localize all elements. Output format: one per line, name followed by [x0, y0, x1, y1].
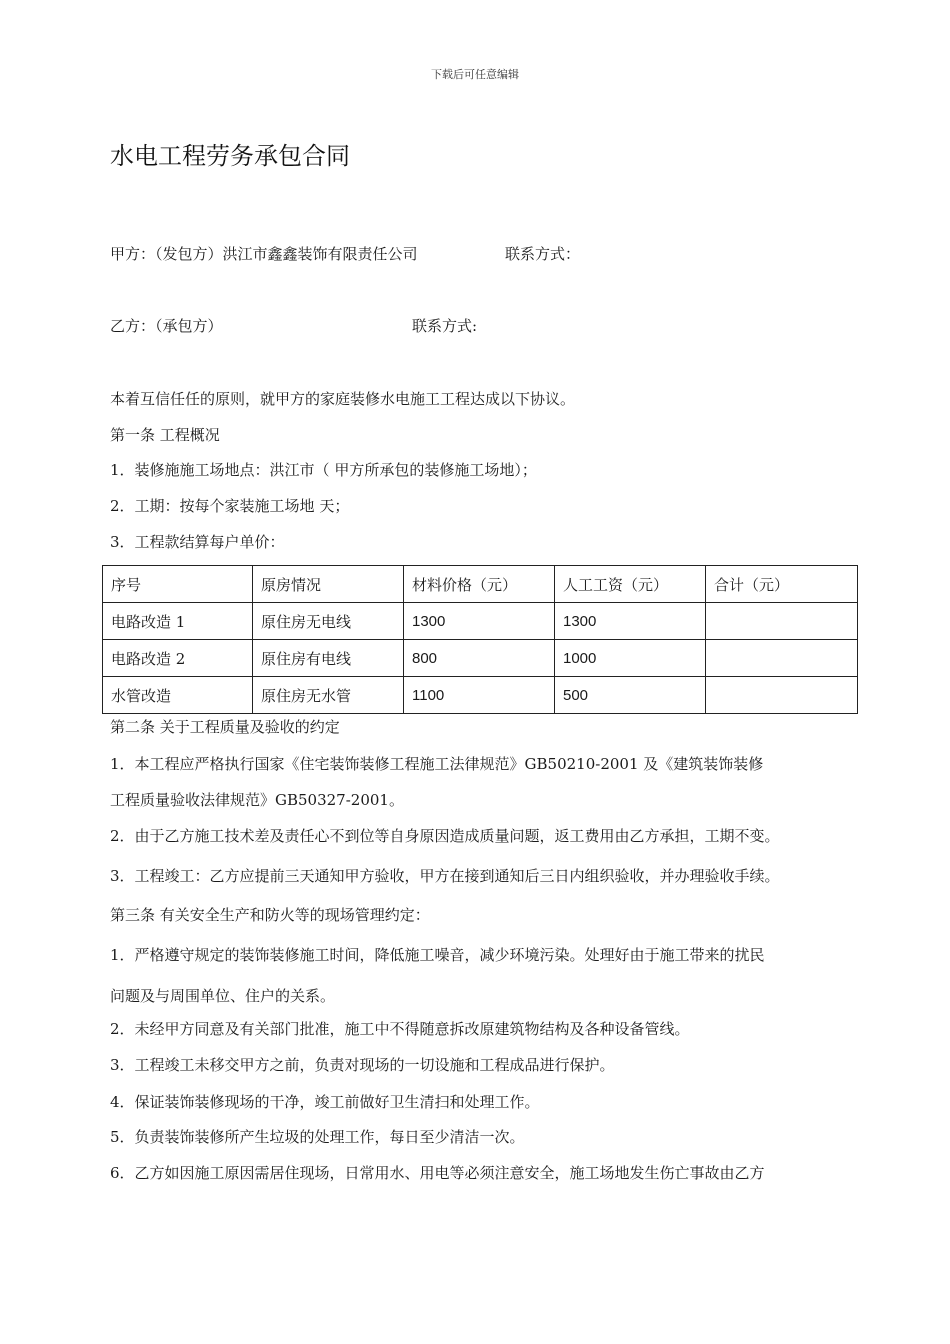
table-header-cell: 原房情况	[253, 566, 404, 603]
article3-item-1-line-1: 1．严格遵守规定的装饰装修施工时间，降低施工噪音，减少环境污染。处理好由于施工带来的扰民	[110, 946, 765, 964]
header-note: 下载后可任意编辑	[431, 68, 519, 81]
table-cell: 500	[555, 677, 706, 714]
table-cell: 1000	[555, 640, 706, 677]
table-cell	[706, 677, 858, 714]
article3-item-3: 3．工程竣工未移交甲方之前，负责对现场的一切设施和工程成品进行保护。	[110, 1056, 615, 1074]
table-cell	[706, 640, 858, 677]
table-header-row	[103, 566, 858, 603]
contract-title: 水电工程劳务承包合同	[110, 142, 350, 170]
article3-item-4: 4．保证装饰装修现场的干净，竣工前做好卫生清扫和处理工作。	[110, 1093, 540, 1111]
table-cell: 原住房无电线	[253, 603, 404, 640]
article3-item-6: 6．乙方如因施工原因需居住现场，日常用水、用电等必须注意安全，施工场地发生伤亡事故由乙方	[110, 1164, 765, 1182]
article2-item-3: 3．工程竣工：乙方应提前三天通知甲方验收，甲方在接到通知后三日内组织验收，并办理验收手续。	[110, 867, 780, 885]
table-row	[103, 677, 858, 714]
party-a-contact: 联系方式：	[505, 245, 581, 263]
article3-item-1-line-2: 问题及与周围单位、住户的关系。	[110, 987, 336, 1005]
party-b-label: 乙方：（承包方）	[110, 317, 223, 335]
intro-paragraph: 本着互信任任的原则，就甲方的家庭装修水电施工工程达成以下协议。	[110, 390, 576, 408]
table-cell: 1100	[404, 677, 555, 714]
article1-item-1: 1．装修施施工场地点：洪江市（ 甲方所承包的装修施工场地）；	[110, 461, 537, 479]
article2-item-2: 2．由于乙方施工技术差及责任心不到位等自身原因造成质量问题，返工费用由乙方承担，工期不变。	[110, 827, 780, 845]
table-cell: 水管改造	[103, 677, 253, 714]
table-row	[103, 640, 858, 677]
price-table	[102, 565, 858, 714]
party-b-contact: 联系方式:	[412, 317, 478, 335]
table-cell	[706, 603, 858, 640]
table-header-cell: 人工工资（元）	[555, 566, 706, 603]
article2-heading: 第二条 关于工程质量及验收的约定	[110, 718, 340, 736]
table-cell: 1300	[555, 603, 706, 640]
table-header-cell: 材料价格（元）	[404, 566, 555, 603]
table-header-cell: 序号	[103, 566, 253, 603]
table-cell: 原住房有电线	[253, 640, 404, 677]
article1-item-3: 3．工程款结算每户单价：	[110, 533, 285, 551]
table-header-cell: 合计（元）	[706, 566, 858, 603]
article3-item-2: 2．未经甲方同意及有关部门批准，施工中不得随意拆改原建筑物结构及各种设备管线。	[110, 1020, 690, 1038]
table-cell: 原住房无水管	[253, 677, 404, 714]
table-row	[103, 603, 858, 640]
party-a-label: 甲方：（发包方）洪江市鑫鑫装饰有限责任公司	[110, 245, 418, 263]
article1-item-2: 2．工期：按每个家装施工场地 天；	[110, 497, 350, 515]
article1-heading: 第一条 工程概况	[110, 426, 220, 444]
article3-item-5: 5．负责装饰装修所产生垃圾的处理工作，每日至少清洁一次。	[110, 1128, 525, 1146]
table-cell: 电路改造 1	[103, 603, 253, 640]
article2-item-1-line-2: 工程质量验收法律规范》GB50327-2001。	[110, 791, 404, 809]
article2-item-1-line-1: 1．本工程应严格执行国家《住宅装饰装修工程施工法律规范》GB50210-2001 及《建筑装饰装修	[110, 755, 764, 773]
article3-heading: 第三条 有关安全生产和防火等的现场管理约定：	[110, 906, 430, 924]
table-cell: 800	[404, 640, 555, 677]
table-cell: 1300	[404, 603, 555, 640]
table-cell: 电路改造 2	[103, 640, 253, 677]
